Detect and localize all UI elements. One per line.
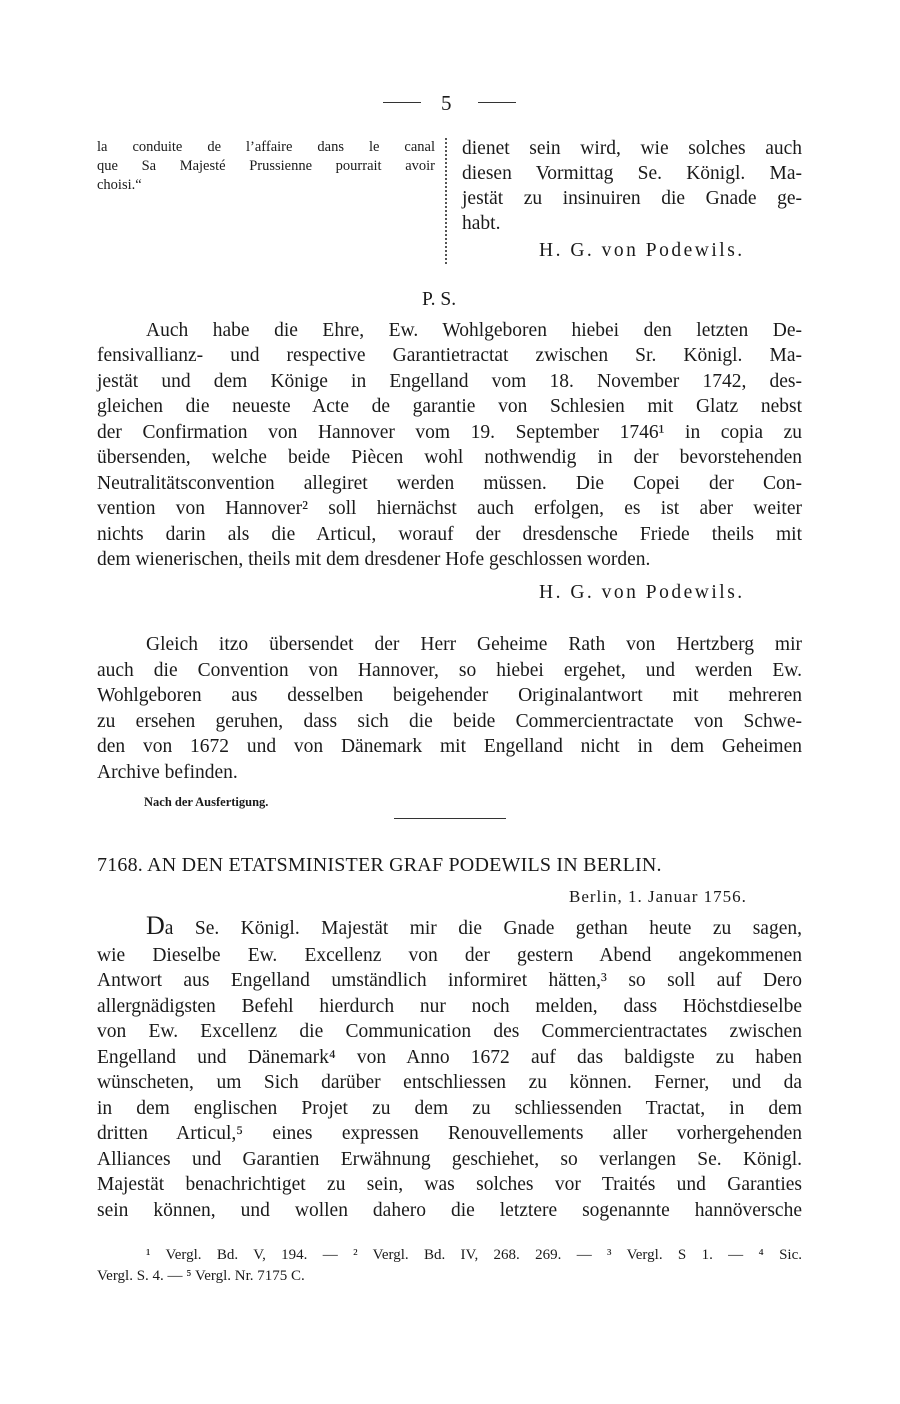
ps-heading: P. S. [422,289,457,310]
letter-line: dritten Articul,⁵ eines expressen Renouvellements aller vorhergehenden [97,1123,802,1144]
header-rule-left [383,102,421,103]
footnote-line: Vergl. S. 4. — ⁵ Vergl. Nr. 7175 C. [97,1268,305,1284]
letter-line: wie Dieselbe Ew. Excellenz von der gestern Abend angekommenen [97,945,802,966]
ps-line: vention von Hannover² soll hiernächst auch erfolgen, es ist aber weiter [97,498,802,519]
addendum-line: Archive befinden. [97,762,238,783]
addendum-line: Gleich itzo übersendet der Herr Geheime Rath von Hertzberg mir [146,634,802,655]
footnote-line: ¹ Vergl. Bd. V, 194. — ² Vergl. Bd. IV, 268. 269. — ³ Vergl. S 1. — ⁴ Sic. [146,1247,802,1263]
ps-line: dem wienerischen, theils mit dem dresdener Hofe geschlossen worden. [97,549,651,570]
ps-line: jestät und dem Könige in Engelland vom 18. November 1742, des- [97,371,802,392]
letter-line: in dem englischen Projet zu dem zu schliessenden Tractat, in dem [97,1098,802,1119]
ps-line: übersenden, welche beide Piècen wohl nothwendig in der bevorstehenden [97,447,802,468]
addendum-line: zu ersehen geruhen, dass sich die beide Commercientractate von Schwe- [97,711,802,732]
letter-first-line [146,913,802,941]
addendum-line: auch die Convention von Hannover, so hiebei ergehet, und werden Ew. [97,660,802,681]
addendum-line: den von 1672 und von Dänemark mit Engelland nicht in dem Geheimen [97,736,802,757]
letter-line: allergnädigsten Befehl hierdurch nur noch melden, dass Höchstdieselbe [97,996,802,1017]
top-left-line: choisi.“ [97,177,142,193]
top-right-line: habt. [462,213,501,234]
signature: H. G. von Podewils. [539,240,745,261]
ps-line: gleichen die neueste Acte de garantie von Schlesien mit Glatz nebst [97,396,802,417]
addendum-line: Wohlgeboren aus desselben beigehender Originalantwort mit mehreren [97,685,802,706]
column-divider [445,138,447,264]
top-right-line: diesen Vormittag Se. Königl. Ma- [462,163,802,184]
page-number: 5 [441,91,452,115]
ps-line: Auch habe die Ehre, Ew. Wohlgeboren hiebei den letzten De- [146,320,802,341]
letter-line: Antwort aus Engelland umständlich informiret hätten,³ so soll auf Dero [97,970,802,991]
letter-line: von Ew. Excellenz die Communication des Commercientractates zwischen [97,1021,802,1042]
ps-line: nichts darin als die Articul, worauf der dresdensche Friede theils mit [97,524,802,545]
section-divider [394,818,506,819]
top-right-line: dienet sein wird, wie solches auch [462,138,802,159]
letter-line: wünscheten, um Sich darüber entschliessen zu können. Ferner, und da [97,1072,802,1093]
header-rule-right [478,102,516,103]
top-left-line: que Sa Majesté Prussienne pourrait avoir [97,158,435,174]
letter-place-date: Berlin, 1. Januar 1756. [569,887,747,906]
top-right-line: jestät zu insinuiren die Gnade ge- [462,188,802,209]
ps-line: der Confirmation von Hannover vom 19. September 1746¹ in copia zu [97,422,802,443]
letter-line: sein können, und wollen dahero die letztere sogenannte hannöversche [97,1200,802,1221]
letter-line: Majestät benachrichtiget zu sein, was solches vor Traités und Garanties [97,1174,802,1195]
drop-initial: D [146,911,165,940]
top-left-line: la conduite de l’affaire dans le canal [97,139,435,155]
letter-line: Alliances und Garantien Erwähnung geschiehet, so verlangen Se. Königl. [97,1149,802,1170]
letter-line: a Se. Königl. Majestät mir die Gnade gethan heute zu sagen, [164,918,802,939]
letter-title: 7168. AN DEN ETATSMINISTER GRAF PODEWILS IN BERLIN. [97,854,662,876]
source-note: Nach der Ausfertigung. [144,795,269,809]
letter-line: Engelland und Dänemark⁴ von Anno 1672 auf das baldigste zu haben [97,1047,802,1068]
ps-line: Neutralitätsconvention allegiret werden müssen. Die Copei der Con- [97,473,802,494]
ps-signature: H. G. von Podewils. [539,582,745,603]
ps-line: fensivallianz- und respective Garantietractat zwischen Sr. Königl. Ma- [97,345,802,366]
